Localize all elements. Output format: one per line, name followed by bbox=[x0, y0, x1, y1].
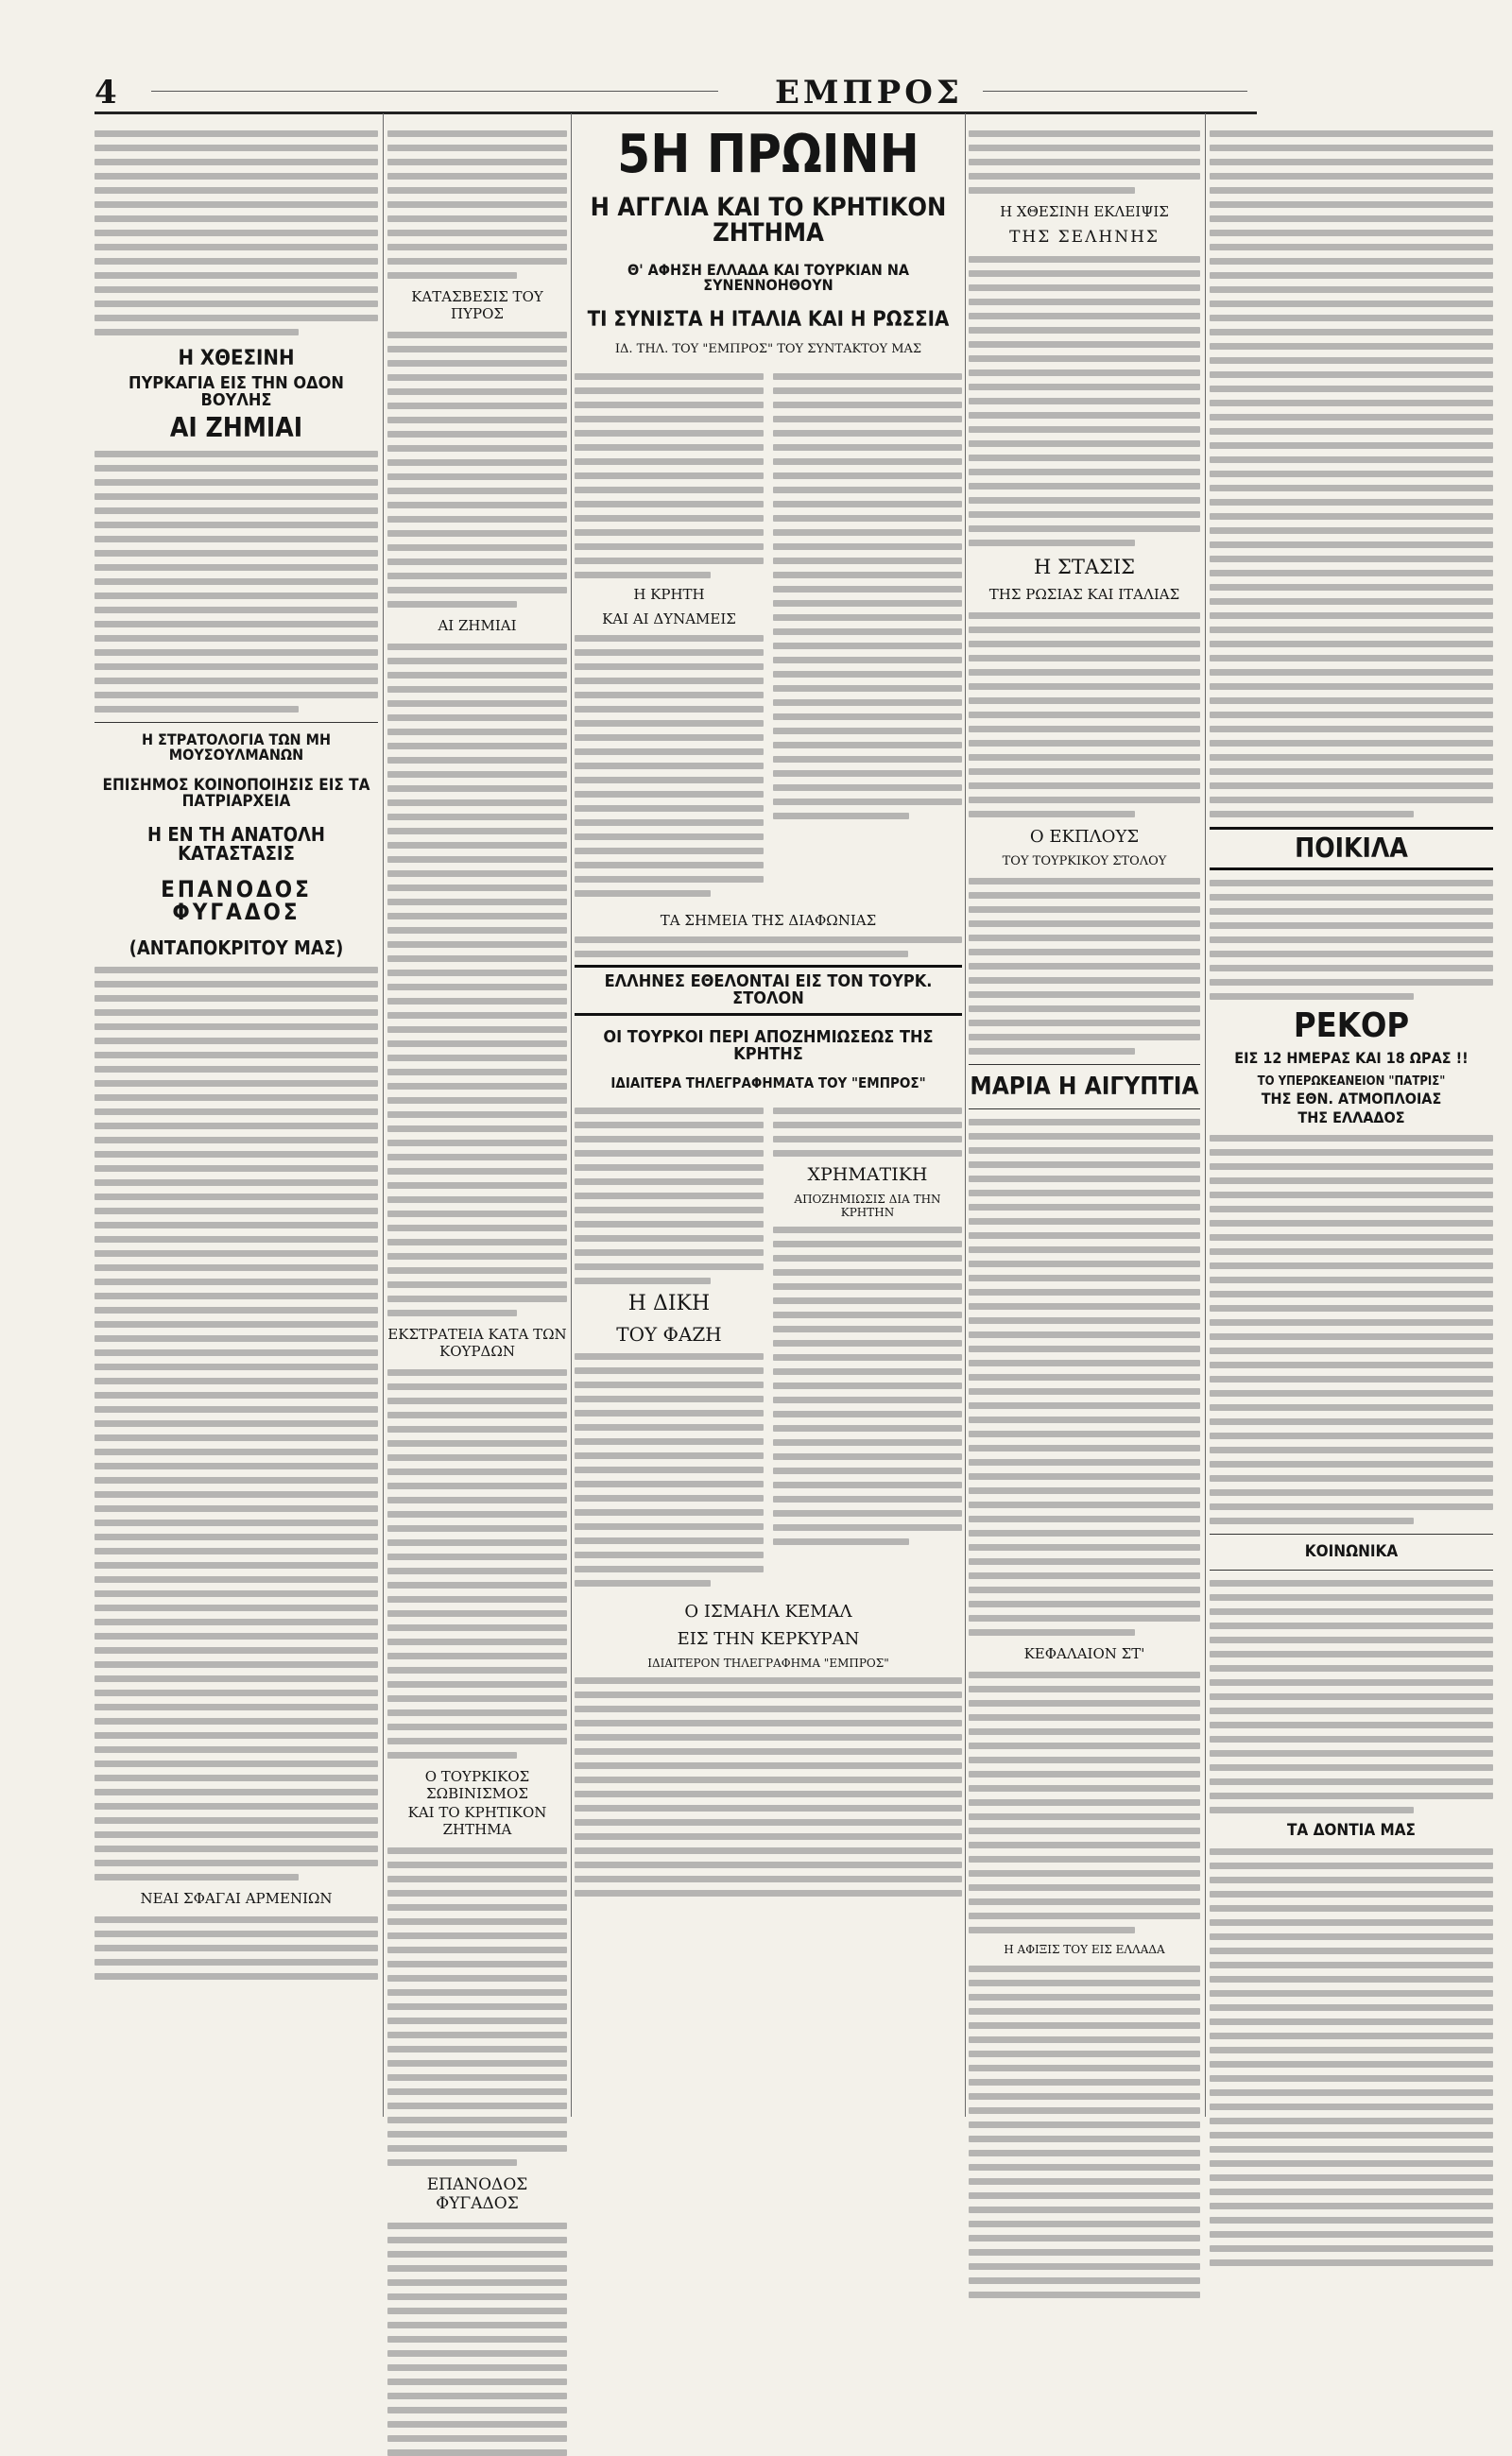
column-divider bbox=[1205, 113, 1206, 2117]
article-text-block bbox=[575, 366, 764, 904]
article-text-block bbox=[94, 451, 378, 713]
article-text-block bbox=[94, 130, 378, 335]
section-heading: Η ΚΡΗΤΗ bbox=[633, 586, 705, 603]
section-heading: ΤΟΥ ΤΟΥΡΚΙΚΟΥ ΣΤΟΛΟΥ bbox=[1002, 854, 1167, 868]
article-text-block bbox=[387, 332, 567, 608]
section-heading: Η ΣΤΑΣΙΣ bbox=[1034, 556, 1135, 578]
subheadline: ΤΙ ΣΥΝΙΣΤΑ Η ΙΤΑΛΙΑ ΚΑΙ Η ΡΩΣΣΙΑ bbox=[587, 308, 950, 332]
section-heading: ΧΡΗΜΑΤΙΚΗ bbox=[807, 1164, 928, 1185]
section-heading: ΕΚΣΤΡΑΤΕΙΑ ΚΑΤΑ ΤΩΝ ΚΟΥΡΔΩΝ bbox=[387, 1326, 567, 1360]
record-subheadline: ΕΙΣ 12 ΗΜΕΡΑΣ ΚΑΙ 18 ΩΡΑΣ !! bbox=[1234, 1049, 1469, 1067]
article-text-block bbox=[773, 366, 962, 904]
headline: ΑΙ ΖΗΜΙΑΙ bbox=[169, 412, 303, 443]
section-heading: ΠΟΙΚΙΛΑ bbox=[1295, 833, 1408, 864]
article-text-block bbox=[969, 130, 1200, 194]
article-text-block bbox=[387, 644, 567, 1316]
banner-headline: Η ΣΤΡΑΤΟΛΟΓΙΑ ΤΩΝ ΜΗ ΜΟΥΣΟΥΛΜΑΝΩΝ bbox=[142, 730, 331, 764]
dispatch-line: ΙΔ. ΤΗΛ. ΤΟΥ "ΕΜΠΡΟΣ" ΤΟΥ ΣΥΝΤΑΚΤΟΥ ΜΑΣ bbox=[614, 342, 922, 356]
section-banner bbox=[1210, 827, 1493, 870]
article-text-block bbox=[969, 1119, 1200, 1636]
record-subheadline: ΤΟ ΥΠΕΡΩΚΕΑΝΕΙΟΝ "ΠΑΤΡΙΣ" bbox=[1257, 1074, 1446, 1089]
article-text-block bbox=[969, 612, 1200, 817]
column-4 bbox=[969, 121, 1200, 2115]
section-heading: Η ΔΙΚΗ bbox=[627, 1292, 711, 1315]
article-text-block bbox=[387, 2223, 567, 2456]
article-text-block bbox=[969, 1966, 1200, 2298]
section-heading: ΤΑ ΔΟΝΤΙΑ ΜΑΣ bbox=[1286, 1821, 1417, 1840]
section-heading: ΚΑΙ ΤΟ ΚΡΗΤΙΚΟΝ ΖΗΤΗΜΑ bbox=[407, 1804, 547, 1838]
page-number: 4 bbox=[94, 74, 117, 112]
banner-headline: (ΑΝΤΑΠΟΚΡΙΤΟΥ ΜΑΣ) bbox=[129, 936, 344, 959]
section-heading: ΑΠΟΖΗΜΙΩΣΙΣ ΔΙΑ ΤΗΝ ΚΡΗΤΗΝ bbox=[794, 1193, 941, 1219]
article-text-block bbox=[387, 130, 567, 279]
section-heading: ΚΟΙΝΩΝΙΚΑ bbox=[1304, 1542, 1399, 1561]
record-headline: ΡΕΚΟΡ bbox=[1293, 1006, 1410, 1045]
section-heading: ΙΔΙΑΙΤΕΡΟΝ ΤΗΛΕΓΡΑΦΗΜΑ "ΕΜΠΡΟΣ" bbox=[647, 1657, 889, 1670]
section-heading: ΕΙΣ ΤΗΝ ΚΕΡΚΥΡΑΝ bbox=[677, 1629, 860, 1649]
banner-headline: ΕΠΑΝΟΔΟΣ ΦΥΓΑΔΟΣ bbox=[161, 876, 312, 925]
column-3 bbox=[575, 121, 962, 2115]
section-heading: ΚΕΦΑΛΑΙΟΝ ΣΤ' bbox=[1023, 1645, 1145, 1662]
banner-headline: ΙΔΙΑΙΤΕΡΑ ΤΗΛΕΓΡΑΦΗΜΑΤΑ ΤΟΥ "ΕΜΠΡΟΣ" bbox=[610, 1074, 926, 1091]
article-text-block bbox=[387, 1369, 567, 1759]
article-text-block bbox=[1210, 130, 1493, 817]
section-heading: Η ΧΘΕΣΙΝΗ ΕΚΛΕΙΨΙΣ bbox=[1000, 203, 1169, 220]
column-5 bbox=[1210, 121, 1493, 2115]
masthead bbox=[94, 74, 1257, 114]
article-text-block bbox=[575, 1100, 764, 1594]
wide-banner bbox=[575, 965, 962, 1016]
article-text-block bbox=[969, 256, 1200, 546]
banner-headline: ΕΠΙΣΗΜΟΣ ΚΟΙΝΟΠΟΙΗΣΙΣ ΕΙΣ ΤΑ ΠΑΤΡΙΑΡΧΕΙΑ bbox=[102, 776, 370, 811]
section-heading: Ο ΙΣΜΑΗΛ ΚΕΜΑΛ bbox=[684, 1602, 852, 1622]
subheadline: Θ' ΑΦΗΣΗ ΕΛΛΑΔΑ ΚΑΙ ΤΟΥΡΚΙΑΝ ΝΑ ΣΥΝΕΝΝΟΗΘΟΥΝ bbox=[627, 261, 910, 294]
main-headline: 5Η ΠΡΩΙΝΗ bbox=[617, 124, 919, 185]
column-2 bbox=[387, 121, 567, 2213]
section-heading: ΚΑΤΑΣΒΕΣΙΣ ΤΟΥ ΠΥΡΟΣ bbox=[411, 288, 543, 322]
record-subheadline: ΤΗΣ ΕΛΛΑΔΟΣ bbox=[1297, 1108, 1405, 1126]
section-heading: ΤΗΣ ΣΕΛΗΝΗΣ bbox=[1009, 228, 1160, 247]
article-text-block bbox=[94, 967, 378, 1881]
section-heading: ΑΙ ΖΗΜΙΑΙ bbox=[438, 617, 517, 634]
section-heading: ΤΑ ΣΗΜΕΙΑ ΤΗΣ ΔΙΑΦΩΝΙΑΣ bbox=[660, 912, 877, 929]
section-heading: ΚΑΙ ΑΙ ΔΥΝΑΜΕΙΣ bbox=[602, 610, 736, 627]
section-heading: ΕΠΑΝΟΔΟΣ ΦΥΓΑΔΟΣ bbox=[426, 2175, 528, 2213]
article-text-block bbox=[94, 1916, 378, 1980]
section-heading: Η ΑΦΙΞΙΣ ΤΟΥ ΕΙΣ ΕΛΛΑΔΑ bbox=[1004, 1943, 1165, 1956]
section-heading: ΤΗΣ ΡΩΣΙΑΣ ΚΑΙ ΙΤΑΛΙΑΣ bbox=[988, 586, 1180, 603]
article-text-block bbox=[1210, 1580, 1493, 1813]
article-text-block bbox=[969, 1672, 1200, 1933]
section-heading: Ο ΤΟΥΡΚΙΚΟΣ ΣΩΒΙΝΙΣΜΟΣ bbox=[424, 1768, 530, 1802]
article-text-block bbox=[1210, 1135, 1493, 1524]
banner-headline: Η ΕΝ ΤΗ ΑΝΑΤΟΛΗ ΚΑΤΑΣΤΑΣΙΣ bbox=[147, 823, 325, 865]
section-heading: ΤΟΥ ΦΑΖΗ bbox=[616, 1323, 722, 1346]
article-text-block bbox=[387, 1847, 567, 2166]
banner-headline: ΟΙ ΤΟΥΡΚΟΙ ΠΕΡΙ ΑΠΟΖΗΜΙΩΣΕΩΣ ΤΗΣ ΚΡΗΤΗΣ bbox=[603, 1027, 934, 1064]
column-divider bbox=[965, 113, 966, 2117]
column-1 bbox=[94, 121, 378, 2115]
record-subheadline: ΤΗΣ ΕΘΝ. ΑΤΜΟΠΛΟΙΑΣ bbox=[1261, 1090, 1442, 1108]
newspaper-name: ΕΜΠΡΟΣ bbox=[775, 74, 963, 112]
banner-headline: ΕΛΛΗΝΕΣ ΕΘΕΛΟΝΤΑΙ ΕΙΣ ΤΟΝ ΤΟΥΡΚ. ΣΤΟΛΟΝ bbox=[604, 971, 933, 1008]
column-divider bbox=[383, 113, 384, 2117]
article-text-block bbox=[969, 878, 1200, 1055]
section-heading: ΝΕΑΙ ΣΦΑΓΑΙ ΑΡΜΕΝΙΩΝ bbox=[140, 1890, 333, 1907]
main-headline: Η ΑΓΓΛΙΑ ΚΑΙ ΤΟ ΚΡΗΤΙΚΟΝ ΖΗΤΗΜΑ bbox=[590, 193, 947, 248]
article-text-block bbox=[1210, 880, 1493, 1000]
two-column-section bbox=[575, 366, 962, 904]
article-text-block bbox=[1210, 1848, 1493, 2266]
masthead-rule-left bbox=[151, 91, 718, 92]
section-heading: Ο ΕΚΠΛΟΥΣ bbox=[1029, 827, 1140, 847]
headline: ΠΥΡΚΑΓΙΑ ΕΙΣ ΤΗΝ ΟΔΟΝ ΒΟΥΛΗΣ bbox=[129, 373, 344, 410]
headline: Η ΧΘΕΣΙΝΗ bbox=[178, 347, 295, 370]
column-divider bbox=[571, 113, 572, 2117]
two-column-section bbox=[575, 1100, 962, 1594]
article-text-block bbox=[773, 1100, 962, 1594]
masthead-rule-right bbox=[983, 91, 1247, 92]
serial-title: ΜΑΡΙΑ Η ΑΙΓΥΠΤΙΑ bbox=[970, 1073, 1199, 1101]
